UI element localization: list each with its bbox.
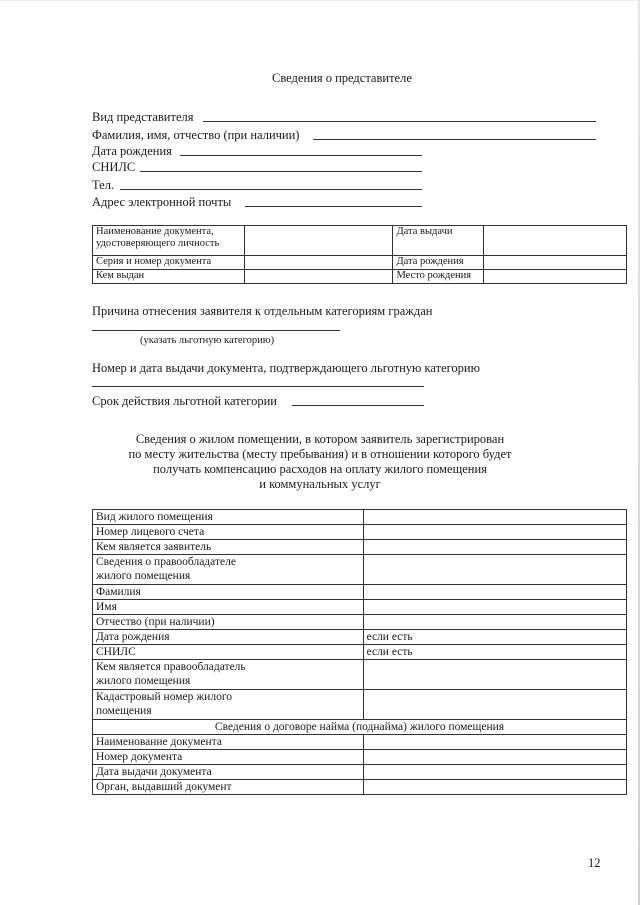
table-row <box>93 735 627 750</box>
patronymic-label: Отчество (при наличии) <box>93 615 364 630</box>
housing-type-label: Вид жилого помещения <box>93 510 364 525</box>
housing-table <box>92 509 627 795</box>
issue-date-label: Дата выдачи <box>393 226 484 256</box>
patronymic-value <box>363 615 626 630</box>
owner-snils-label: СНИЛС <box>93 645 364 660</box>
table-row <box>93 615 627 630</box>
applicant-role-value <box>363 540 626 555</box>
rep-identity-doc-table <box>92 225 627 284</box>
account-number-value <box>363 525 626 540</box>
table-row <box>93 690 627 720</box>
table-row <box>93 630 627 645</box>
housing-title-line-4: и коммунальных услуг <box>259 477 381 491</box>
owner-birthdate-value: если есть <box>363 630 626 645</box>
contract-issuer-label: Орган, выдавший документ <box>93 780 364 795</box>
applicant-role-label: Кем является заявитель <box>93 540 364 555</box>
contract-header: Сведения о договоре найма (поднайма) жилого помещения <box>93 720 627 735</box>
birth-place-cell <box>484 270 627 284</box>
field-label-rep-snils: СНИЛС <box>92 160 136 174</box>
scan-edge-top <box>0 0 640 1</box>
table-row <box>93 540 627 555</box>
field-line-rep-birthdate <box>180 155 422 156</box>
field-label-rep-type: Вид представителя <box>92 110 194 124</box>
surname-label: Фамилия <box>93 585 364 600</box>
field-label-rep-birthdate: Дата рождения <box>92 144 172 158</box>
name-value <box>363 600 626 615</box>
benefit-hint: (указать льготную категорию) <box>140 335 275 346</box>
table-row <box>93 780 627 795</box>
birth-place-label: Место рождения <box>393 270 484 284</box>
table-row <box>93 256 627 270</box>
contract-issue-date-value <box>363 765 626 780</box>
account-number-label: Номер лицевого счета <box>93 525 364 540</box>
field-label-rep-fullname: Фамилия, имя, отчество (при наличии) <box>92 128 300 142</box>
table-row <box>93 645 627 660</box>
field-line-rep-email <box>245 206 422 207</box>
cadastral-number-label: Кадастровый номер жилого помещения <box>93 690 364 720</box>
table-row <box>93 765 627 780</box>
benefit-validity-label: Срок действия льготной категории <box>92 394 277 408</box>
housing-title-line-3: получать компенсацию расходов на оплату жилого помещения <box>153 462 487 476</box>
table-row <box>93 226 627 256</box>
field-label-rep-email: Адрес электронной почты <box>92 195 232 209</box>
contract-issue-date-label: Дата выдачи документа <box>93 765 364 780</box>
contract-issuer-value <box>363 780 626 795</box>
cadastral-number-value <box>363 690 626 720</box>
contract-doc-name-value <box>363 735 626 750</box>
issued-by-label: Кем выдан <box>93 270 245 284</box>
doc-name-cell <box>244 226 393 256</box>
page-number: 12 <box>588 856 601 870</box>
doc-name-label: Наименование документа, удостоверяющего личность <box>93 226 245 256</box>
table-row <box>93 750 627 765</box>
contract-doc-name-label: Наименование документа <box>93 735 364 750</box>
housing-type-value <box>363 510 626 525</box>
benefit-validity-line <box>292 405 424 406</box>
housing-title-line-1: Сведения о жилом помещении, в котором заявитель зарегистрирован <box>135 432 505 446</box>
field-line-rep-snils <box>140 171 422 172</box>
field-line-rep-phone <box>120 189 422 190</box>
table-row <box>93 660 627 690</box>
owner-role-value <box>363 660 626 690</box>
contract-doc-number-value <box>363 750 626 765</box>
table-row <box>93 510 627 525</box>
representative-title: Сведения о представителе <box>272 71 412 85</box>
surname-value <box>363 585 626 600</box>
field-line-rep-fullname <box>313 139 596 140</box>
birth-date-cell <box>484 256 627 270</box>
issued-by-cell <box>244 270 393 284</box>
series-number-cell <box>244 256 393 270</box>
contract-doc-number-label: Номер документа <box>93 750 364 765</box>
benefit-doc-label: Номер и дата выдачи документа, подтверждающего льготную категорию <box>92 361 480 375</box>
housing-title-line-2: по месту жительства (месту пребывания) и в отношении которого будет <box>128 447 512 461</box>
table-row <box>93 585 627 600</box>
owner-snils-value: если есть <box>363 645 626 660</box>
table-row <box>93 555 627 585</box>
owner-role-label: Кем является правообладатель жилого помещения <box>93 660 364 690</box>
table-row <box>93 270 627 284</box>
table-row <box>93 525 627 540</box>
owner-birthdate-label: Дата рождения <box>93 630 364 645</box>
table-row <box>93 600 627 615</box>
benefit-doc-line <box>92 386 424 387</box>
field-label-rep-phone: Тел. <box>92 178 115 192</box>
benefit-reason-label: Причина отнесения заявителя к отдельным категориям граждан <box>92 304 433 318</box>
name-label: Имя <box>93 600 364 615</box>
owner-info-value <box>363 555 626 585</box>
field-line-rep-type <box>203 121 596 122</box>
series-number-label: Серия и номер документа <box>93 256 245 270</box>
birth-date-label: Дата рождения <box>393 256 484 270</box>
issue-date-cell <box>484 226 627 256</box>
owner-info-label: Сведения о правообладателе жилого помещения <box>93 555 364 585</box>
table-row <box>93 720 627 735</box>
benefit-reason-line <box>92 330 340 331</box>
